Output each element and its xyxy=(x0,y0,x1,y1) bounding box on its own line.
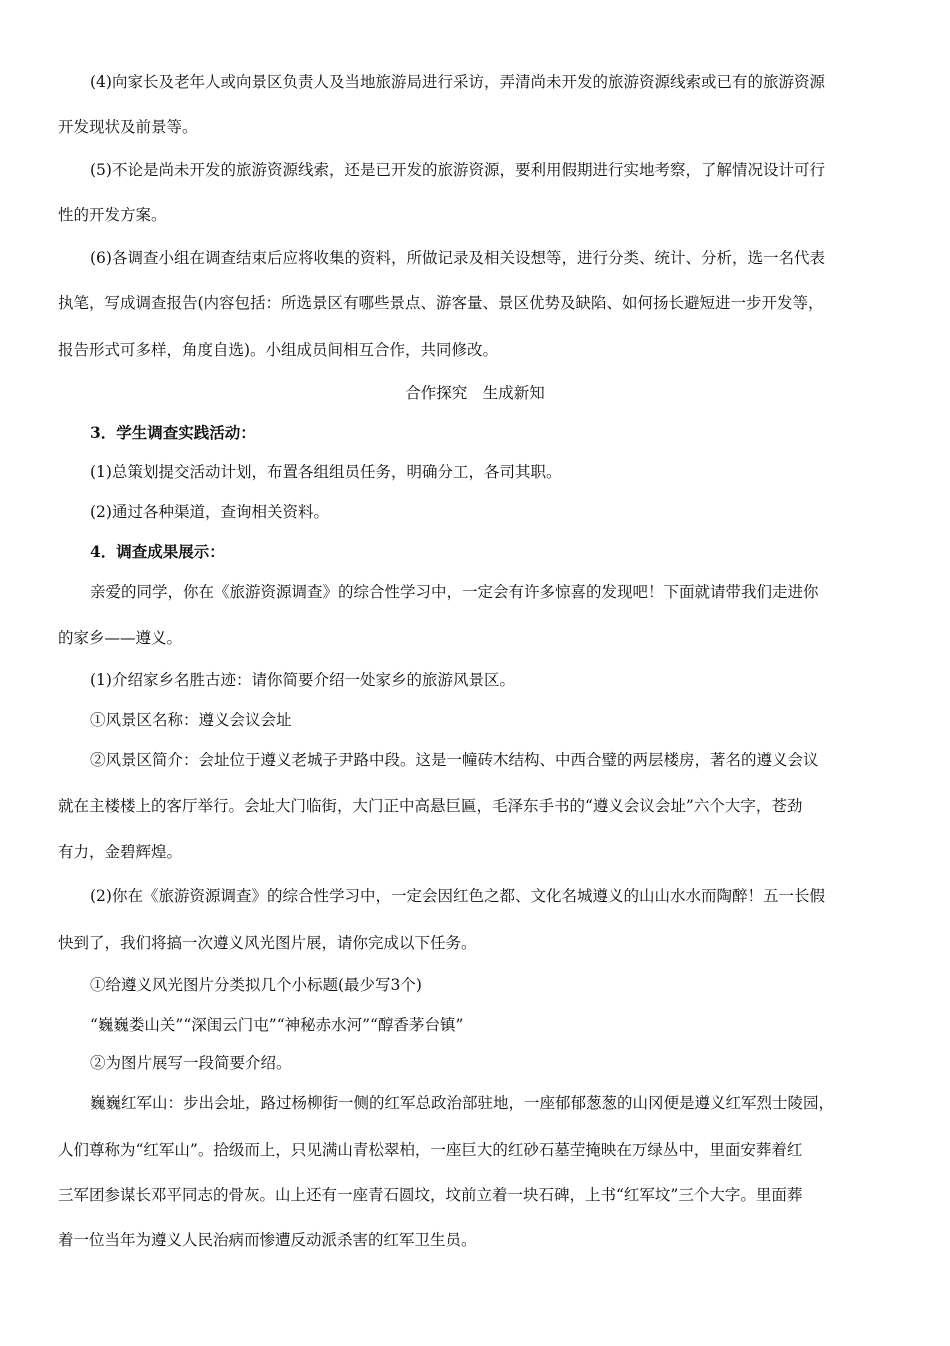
paragraph-line: ②为图片展写一段简要介绍。 xyxy=(90,1054,292,1072)
paragraph-line: 执笔，写成调查报告(内容包括：所选景区有哪些景点、游客量、景区优势及缺陷、如何扬长避短进一步开发等， xyxy=(58,294,824,312)
paragraph-line: 的家乡——遵义。 xyxy=(58,629,183,647)
paragraph-line: ①风景区名称：遵义会议会址 xyxy=(90,711,292,729)
paragraph-line: ②风景区简介：会址位于遵义老城子尹路中段。这是一幢砖木结构、中西合璧的两层楼房，著名的遵义会议 xyxy=(90,751,819,769)
paragraph-line: (4)向家长及老年人或向景区负责人及当地旅游局进行采访，弄清尚未开发的旅游资源线索或已有的旅游资源 xyxy=(90,73,825,91)
section-heading: 合作探究 生成新知 xyxy=(405,384,545,402)
paragraph-line: ①给遵义风光图片分类拟几个小标题(最少写3个) xyxy=(90,976,422,994)
paragraph-line: (5)不论是尚未开发的旅游资源线索，还是已开发的旅游资源，要利用假期进行实地考察，了解情况设计可行 xyxy=(90,161,825,179)
paragraph-line: (1)介绍家乡名胜古迹：请你简要介绍一处家乡的旅游风景区。 xyxy=(90,671,515,689)
paragraph-line: 三军团参谋长邓平同志的骨灰。山上还有一座青石圆坟，坟前立着一块石碑，上书“红军坟”三个大字。里面葬 xyxy=(58,1186,803,1204)
paragraph-line: 亲爱的同学，你在《旅游资源调查》的综合性学习中，一定会有许多惊喜的发现吧！下面就请带我们走进你 xyxy=(90,583,819,601)
paragraph-line: (6)各调查小组在调查结束后应将收集的资料，所做记录及相关设想等，进行分类、统计、分析，选一名代表 xyxy=(90,249,825,267)
paragraph-line: “巍巍娄山关”“深闺云门屯”“神秘赤水河”“醇香茅台镇” xyxy=(90,1016,464,1034)
item-heading: 4．调查成果展示： xyxy=(90,542,225,561)
paragraph-line: 性的开发方案。 xyxy=(58,206,167,224)
paragraph-line: 快到了，我们将搞一次遵义风光图片展，请你完成以下任务。 xyxy=(58,934,477,952)
paragraph-line: (1)总策划提交活动计划，布置各组组员任务，明确分工，各司其职。 xyxy=(90,463,562,481)
paragraph-line: 人们尊称为“红军山”。拾级而上，只见满山青松翠柏，一座巨大的红砂石墓茔掩映在万绿丛中，里面安葬着红 xyxy=(58,1141,803,1159)
paragraph-line: 报告形式可多样，角度自选)。小组成员间相互合作，共同修改。 xyxy=(58,341,499,359)
paragraph-line: 就在主楼楼上的客厅举行。会址大门临街，大门正中高悬巨匾，毛泽东手书的“遵义会议会址”六个大字，苍劲 xyxy=(58,797,803,815)
paragraph-line: (2)你在《旅游资源调查》的综合性学习中，一定会因红色之都、文化名城遵义的山山水水而陶醉！五一长假 xyxy=(90,887,825,905)
paragraph-line: 着一位当年为遵义人民治病而惨遭反动派杀害的红军卫生员。 xyxy=(58,1231,477,1249)
paragraph-line: 巍巍红军山：步出会址，路过杨柳街一侧的红军总政治部驻地，一座郁郁葱葱的山冈便是遵义红军烈士陵园， xyxy=(90,1094,835,1112)
item-heading: 3．学生调查实践活动： xyxy=(90,423,256,442)
paragraph-line: 有力，金碧辉煌。 xyxy=(58,843,183,861)
paragraph-line: 开发现状及前景等。 xyxy=(58,118,198,136)
paragraph-line: (2)通过各种渠道，查询相关资料。 xyxy=(90,503,329,521)
